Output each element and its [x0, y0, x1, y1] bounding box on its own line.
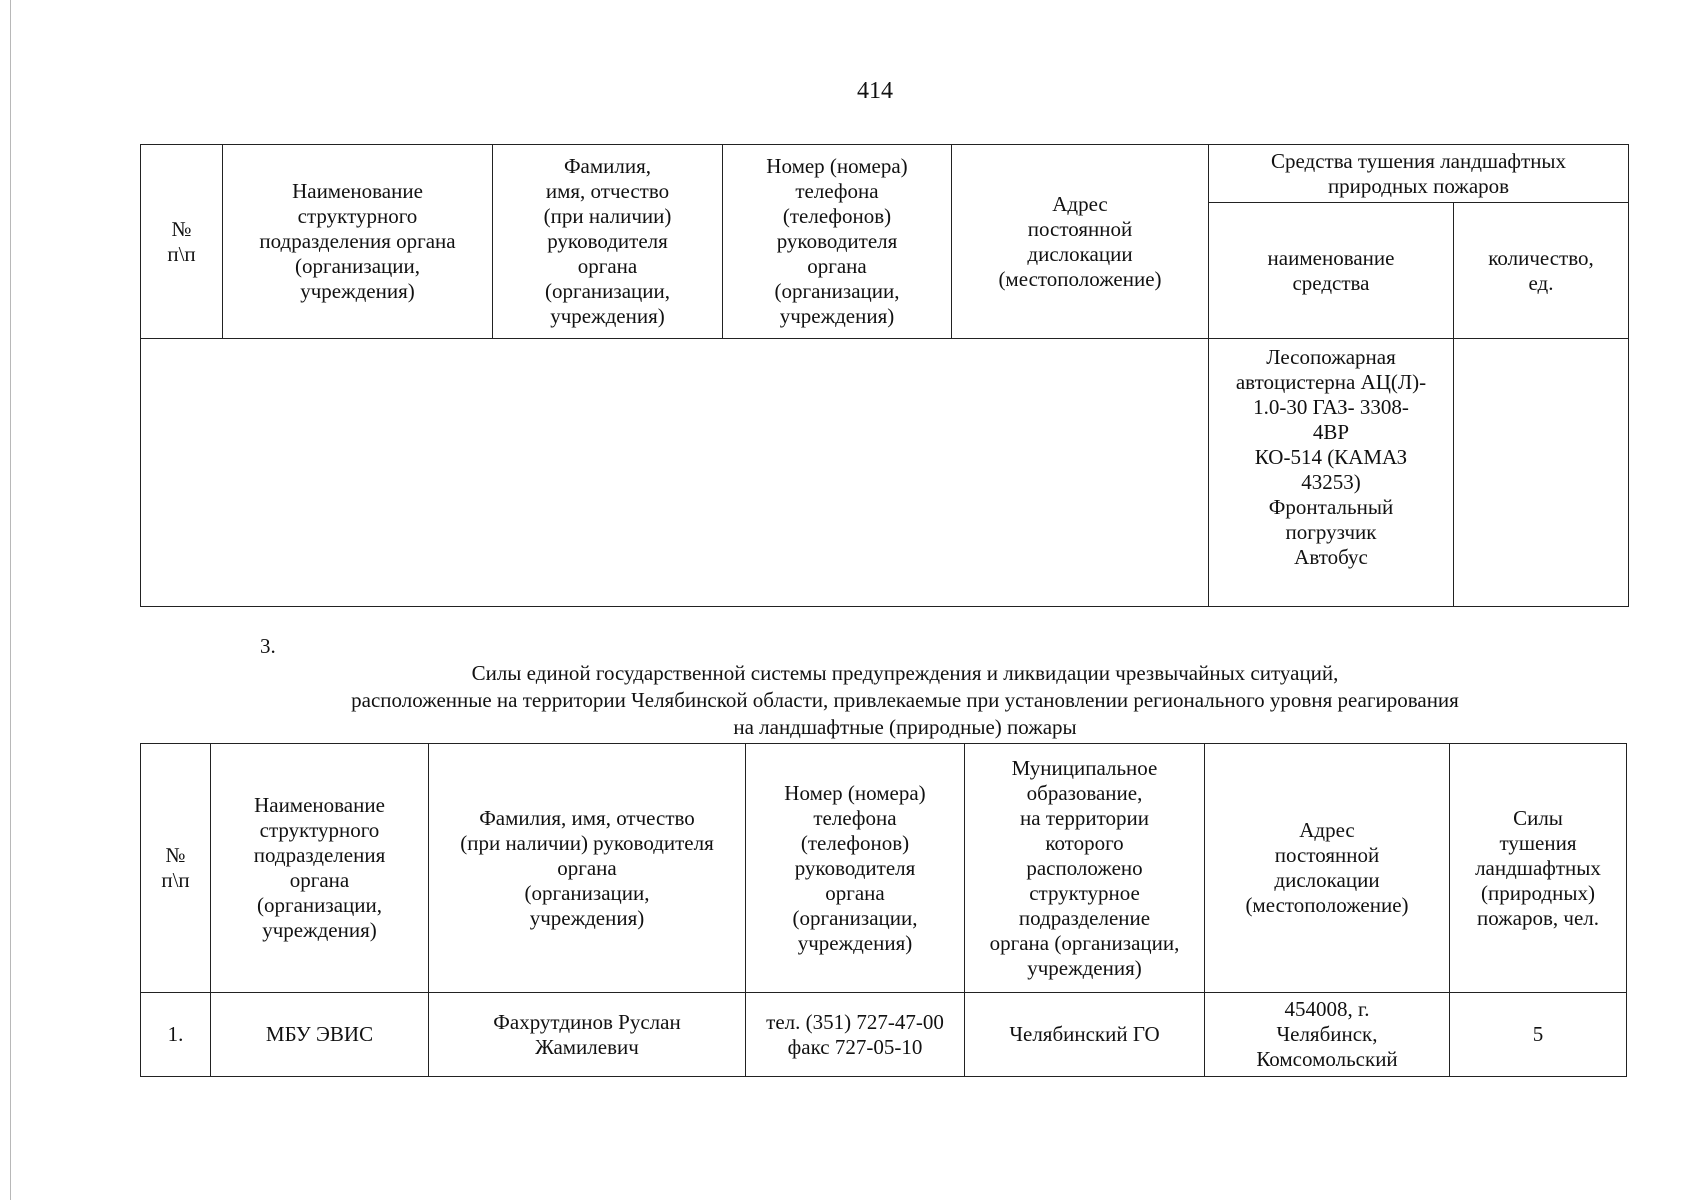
header-unit-name: Наименование структурного подразделения органа (организации, учреждения)	[223, 145, 493, 339]
table-row	[141, 993, 1627, 1077]
row-head-name: Фахрутдинов Руслан Жамилевич	[429, 993, 746, 1077]
row-forces: 5	[1450, 993, 1627, 1077]
header-head-name: Фамилия, имя, отчество (при наличии) руководителя органа (организации, учреждения)	[493, 145, 723, 339]
header-num: № п\п	[141, 145, 223, 339]
equipment-qty	[1454, 339, 1629, 607]
table-row	[141, 339, 1629, 607]
equipment-line: Автобус	[1294, 545, 1368, 569]
equipment-line: Фронтальный	[1268, 495, 1394, 519]
header-unit-name: Наименование структурного подразделения органа (организации, учреждения)	[211, 744, 429, 993]
equipment-line: 43253)	[1301, 470, 1361, 494]
header-address: Адрес постоянной дислокации (местоположение)	[952, 145, 1209, 339]
row-address: 454008, г. Челябинск, Комсомольский	[1205, 993, 1450, 1077]
section-3-line-1: 3. Силы единой государственной системы предупреждения и ликвидации чрезвычайных ситуаций,	[260, 634, 1339, 685]
header-means-group: Средства тушения ландшафтных природных пожаров	[1209, 145, 1629, 203]
page-margin-line	[10, 0, 11, 1200]
equipment-line: автоцистерна АЦ(Л)-	[1235, 370, 1427, 394]
row-phone: тел. (351) 727-47-00 факс 727-05-10	[746, 993, 965, 1077]
row-num: 1.	[141, 993, 211, 1077]
equipment-line: 4ВР	[1312, 420, 1350, 444]
forces-table	[140, 743, 1627, 1077]
equipment-table	[140, 144, 1629, 607]
row-unit-name: МБУ ЭВИС	[211, 993, 429, 1077]
equipment-line: КО-514 (КАМАЗ	[1254, 445, 1408, 469]
page-number: 414	[857, 78, 893, 104]
header-municipality: Муниципальное образование, на территории которого расположено структурное подразделение органа (организации, учреждения)	[965, 744, 1205, 993]
equipment-line: Лесопожарная	[1266, 345, 1396, 369]
header-means-name: наименование средства	[1209, 203, 1454, 339]
equipment-list	[1209, 339, 1454, 607]
equipment-line: 1.0-30 ГАЗ- 3308-	[1253, 395, 1409, 419]
header-phone: Номер (номера) телефона (телефонов) руководителя органа (организации, учреждения)	[746, 744, 965, 993]
header-means-qty: количество, ед.	[1454, 203, 1629, 339]
row-municipality: Челябинский ГО	[965, 993, 1205, 1077]
header-num: № п\п	[141, 744, 211, 993]
header-head-name: Фамилия, имя, отчество (при наличии) руководителя органа (организации, учреждения)	[429, 744, 746, 993]
header-address: Адрес постоянной дислокации (местоположение)	[1205, 744, 1450, 993]
header-forces: Силы тушения ландшафтных (природных) пожаров, чел.	[1450, 744, 1627, 993]
empty-cell	[141, 339, 1209, 607]
section-3-line-3: на ландшафтные (природные) пожары	[733, 715, 1077, 739]
section-3-title	[260, 633, 1550, 741]
header-phone: Номер (номера) телефона (телефонов) руководителя органа (организации, учреждения)	[723, 145, 952, 339]
section-number: 3.	[260, 634, 276, 658]
equipment-line: погрузчик	[1285, 520, 1377, 544]
section-3-line-2: расположенные на территории Челябинской области, привлекаемые при установлении регионального уровня реагирования	[351, 688, 1459, 712]
